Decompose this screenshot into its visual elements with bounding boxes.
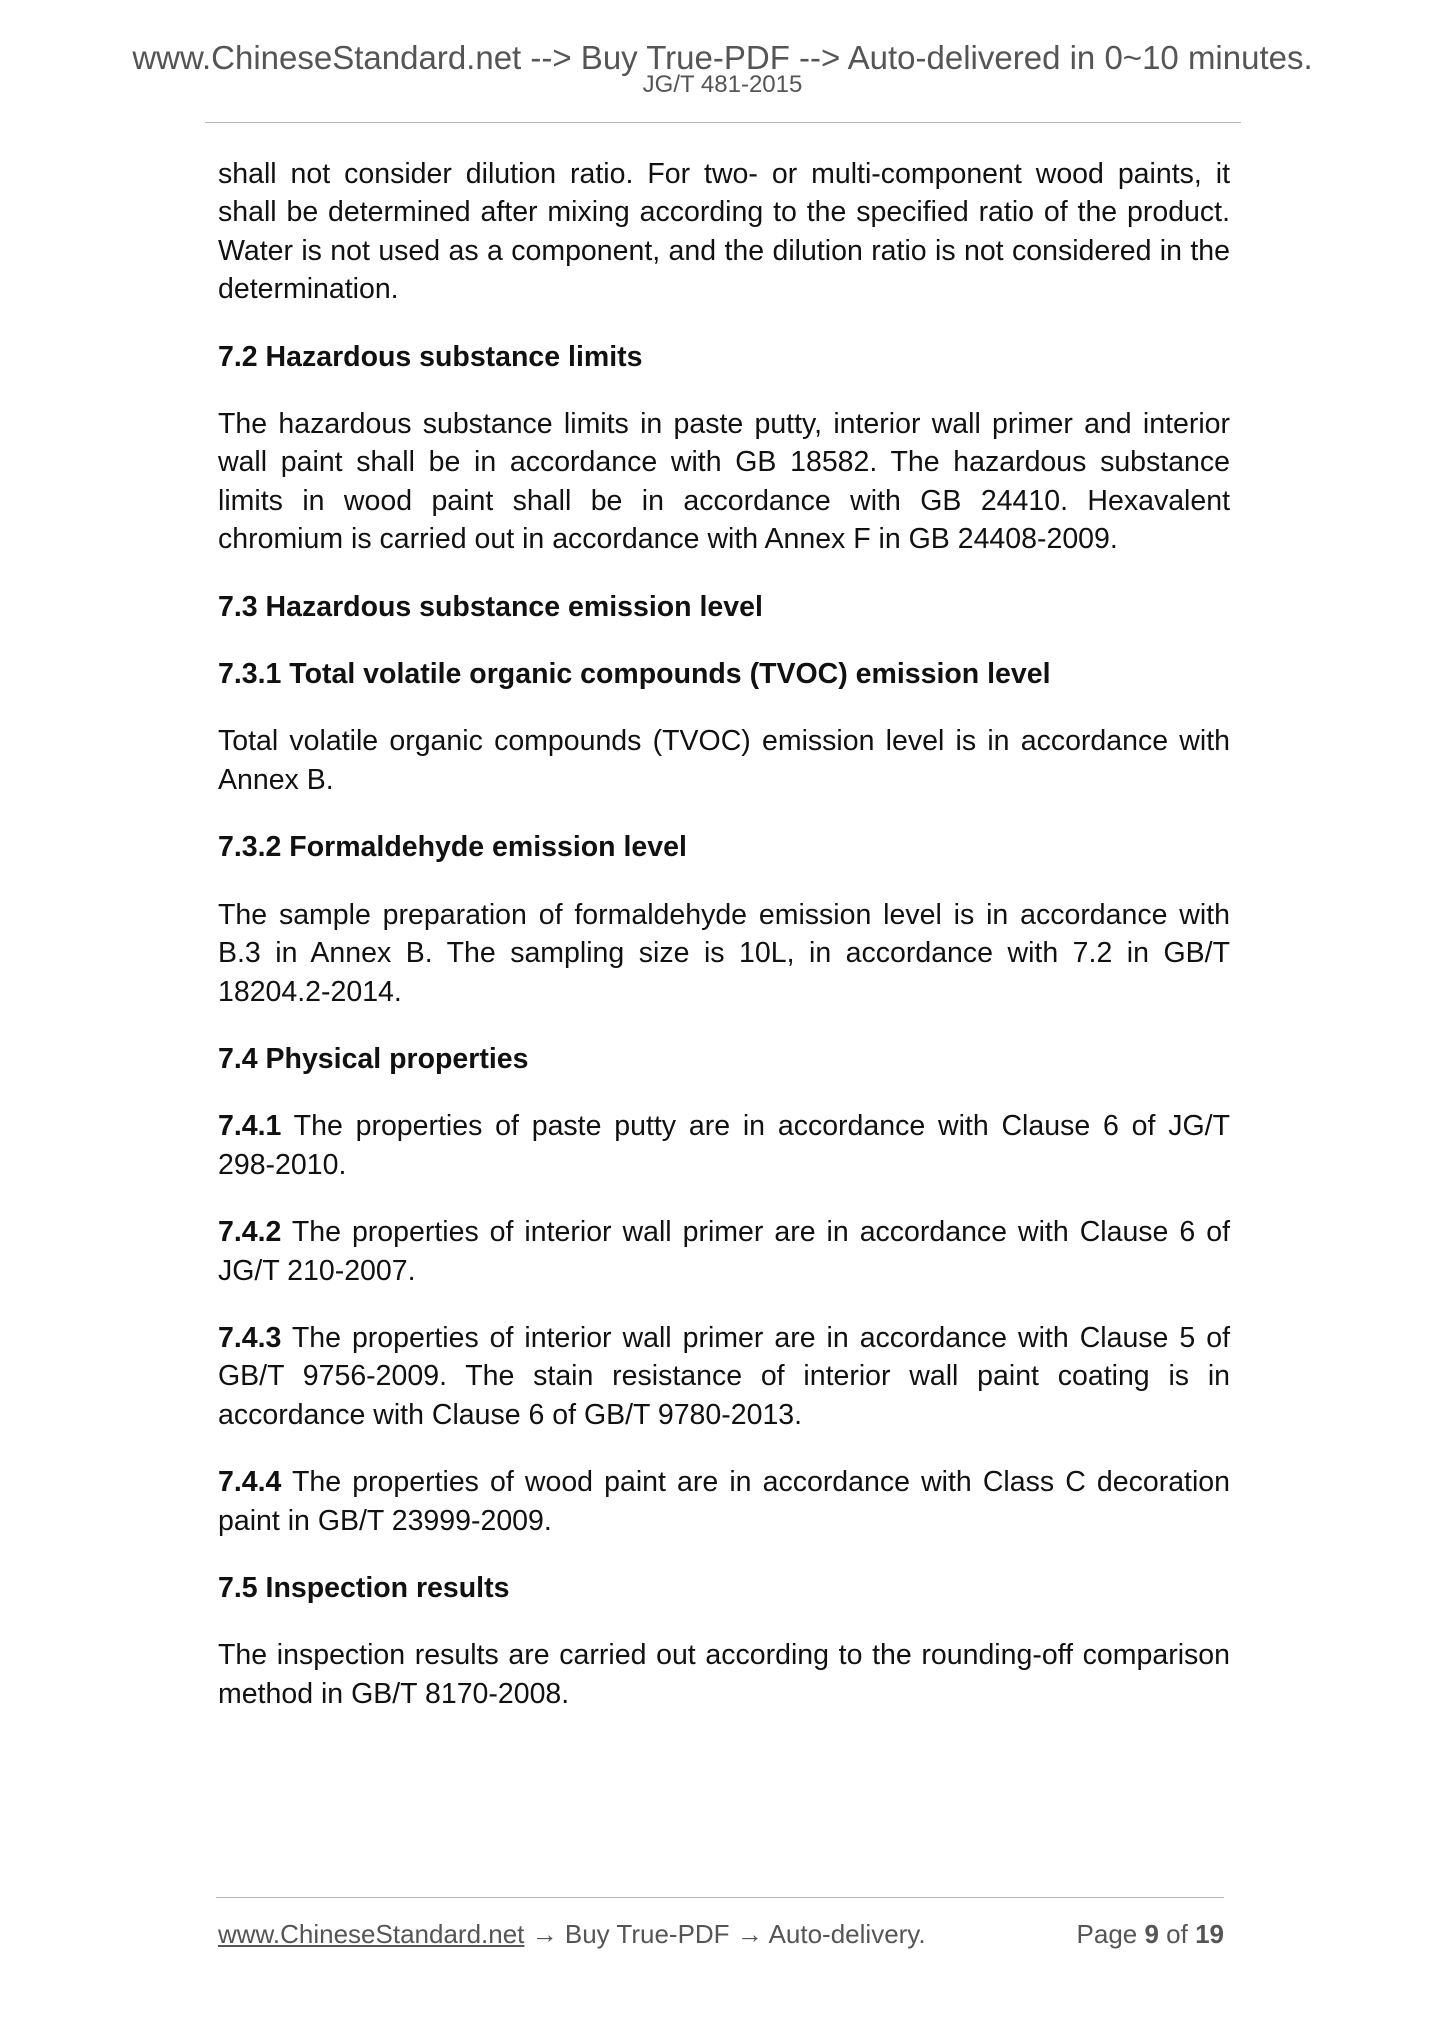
section-7-2-heading: 7.2 Hazardous substance limits [218,340,643,373]
clause-7-4-3-number: 7.4.3 [218,1321,282,1354]
section-7-4-heading: 7.4 Physical properties [218,1042,529,1075]
footer-promo [218,1916,926,1952]
footer-divider [216,1897,1224,1898]
section-7-3-heading: 7.3 Hazardous substance emission level [218,590,763,623]
document-code: JG/T 481-2015 [642,71,803,98]
section-7-3-1-paragraph: Total volatile organic compounds (TVOC) emission level is in accordance with Annex B. [218,725,1230,796]
clause-7-4-3-text: The properties of interior wall primer are in accordance with Clause 5 of GB/T 9756-2009. The stain resistance of interior wall paint coating is in accordance with Clause 6 of GB/T 9780-2013. [218,1321,1230,1431]
page-indicator [1077,1916,1224,1952]
clause-7-4-1-number: 7.4.1 [218,1110,282,1143]
header-banner: www.ChineseStandard.net --> Buy True-PDF --> Auto-delivered in 0~10 minutes. [132,39,1313,76]
clause-7-4-2-text: The properties of interior wall primer are in accordance with Clause 6 of JG/T 210-2007. [218,1216,1230,1287]
clause-7-4-3 [218,1319,1230,1434]
section-7-3-2-heading: 7.3.2 Formaldehyde emission level [218,831,687,864]
clause-7-4-2-number: 7.4.2 [218,1216,282,1249]
total-pages-number: 19 [1195,1919,1224,1949]
section-7-3-2-paragraph: The sample preparation of formaldehyde emission level is in accordance with B.3 in Annex B. The sampling size is 10L, in accordance with 7.2 in GB/T 18204.2-2014. [218,898,1230,1008]
page-label: Page [1076,1919,1145,1949]
clause-7-4-2 [218,1213,1230,1290]
section-7-5-paragraph: The inspection results are carried out according to the rounding-off comparison method in GB/T 8170-2008. [218,1639,1230,1710]
header-divider [205,122,1241,123]
section-7-3-1-heading: 7.3.1 Total volatile organic compounds (TVOC) emission level [218,658,1051,691]
clause-7-4-4-text: The properties of wood paint are in accordance with Class C decoration paint in GB/T 23999-2009. [218,1466,1230,1537]
page-footer [218,1916,1224,1952]
footer-tagline: → Buy True-PDF → Auto-delivery. [524,1919,926,1949]
footer-site-link[interactable]: www.ChineseStandard.net [218,1919,525,1949]
clause-7-4-1 [218,1107,1230,1184]
intro-paragraph: shall not consider dilution ratio. For two- or multi-component wood paints, it shall be determined after mixing according to the specified ratio of the product. Water is not used as a component, and the dilution ratio is not considered in the determination. [218,158,1230,306]
document-body [218,155,1230,1742]
section-7-5-heading: 7.5 Inspection results [218,1571,510,1604]
section-7-2-paragraph: The hazardous substance limits in paste putty, interior wall primer and interior wall paint shall be in accordance with GB 18582. The hazardous substance limits in wood paint shall be in accordance with GB 24410. Hexavalent chromium is carried out in accordance with Annex F in GB 24408-2009. [218,408,1230,556]
clause-7-4-4 [218,1463,1230,1540]
page-header [0,40,1445,98]
clause-7-4-1-text: The properties of paste putty are in accordance with Clause 6 of JG/T 298-2010. [218,1110,1230,1181]
clause-7-4-4-number: 7.4.4 [218,1466,282,1499]
page-of-label: of [1158,1919,1196,1949]
current-page-number: 9 [1144,1919,1159,1949]
